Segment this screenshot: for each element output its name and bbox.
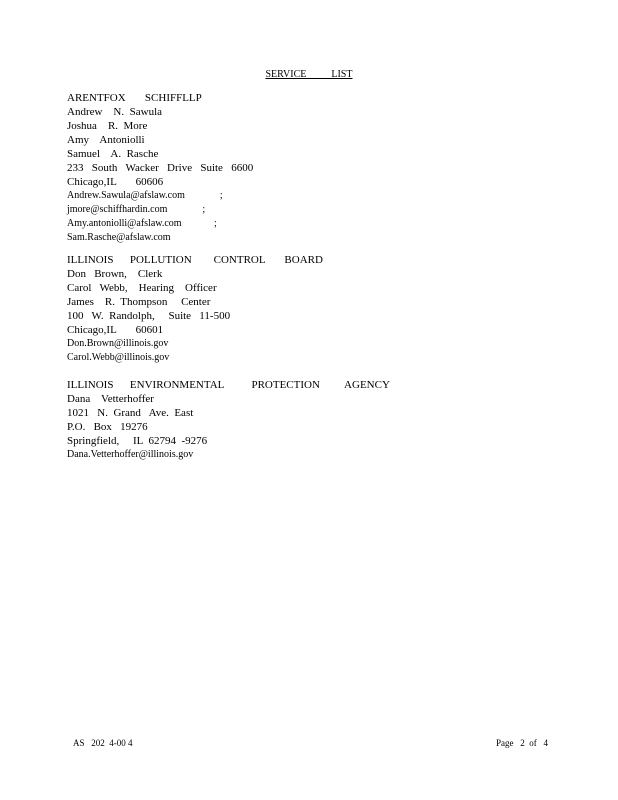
po-box: P.O. Box 19276 — [67, 421, 148, 433]
street-address: 100 W. Randolph, Suite 11-500 — [67, 310, 231, 322]
email-address: Carol.Webb@illinois.gov — [67, 352, 170, 363]
firm-name: ARENTFOX SCHIFFLLP — [67, 92, 202, 104]
city-state-zip: Springfield, IL 62794 -9276 — [67, 435, 208, 447]
contact-name: Amy Antoniolli — [67, 134, 145, 146]
street-address: 1021 N. Grand Ave. East — [67, 407, 194, 419]
email-address: Don.Brown@illinois.gov — [67, 338, 169, 349]
page-number: Page 2 of 4 — [496, 738, 548, 748]
arentfox-contact-block — [67, 91, 253, 245]
docket-number: AS 202 4-00 4 — [73, 738, 133, 748]
email-address: Sam.Rasche@afslaw.com — [67, 232, 171, 243]
agency-name: ILLINOIS ENVIRONMENTAL PROTECTION AGENCY — [67, 379, 390, 391]
city-state-zip: Chicago,IL 60606 — [67, 176, 164, 188]
epa-contact-block — [67, 378, 390, 462]
contact-name: Samuel A. Rasche — [67, 148, 159, 160]
email-address: Amy.antoniolli@afslaw.com ; — [67, 218, 217, 229]
email-address: Dana.Vetterhoffer@illinois.gov — [67, 449, 194, 460]
email-address: jmore@schiffhardin.com ; — [67, 204, 206, 215]
pollution-board-contact-block — [67, 253, 323, 365]
contact-name: Dana Vetterhoffer — [67, 393, 154, 405]
email-address: Andrew.Sawula@afslaw.com ; — [67, 190, 223, 201]
city-state-zip: Chicago,IL 60601 — [67, 324, 164, 336]
contact-name: Carol Webb, Hearing Officer — [67, 282, 217, 294]
street-address: 233 South Wacker Drive Suite 6600 — [67, 162, 254, 174]
building-name: James R. Thompson Center — [67, 296, 211, 308]
agency-name: ILLINOIS POLLUTION CONTROL BOARD — [67, 254, 323, 266]
contact-name: Joshua R. More — [67, 120, 148, 132]
service-list-title — [0, 68, 618, 82]
contact-name: Don Brown, Clerk — [67, 268, 163, 280]
title-text: SERVICE LIST — [265, 69, 353, 80]
contact-name: Andrew N. Sawula — [67, 106, 163, 118]
